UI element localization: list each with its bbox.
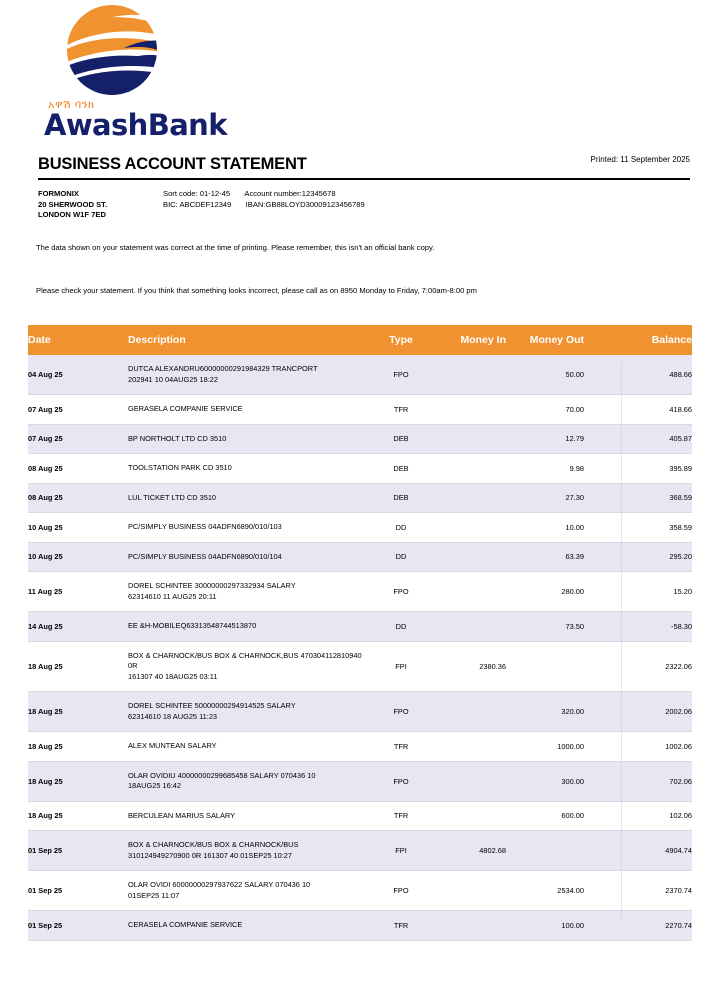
cell-balance: 702.06 xyxy=(584,761,692,801)
cell-date: 10 Aug 25 xyxy=(28,513,128,543)
table-row[interactable] xyxy=(28,612,692,642)
cell-date: 08 Aug 25 xyxy=(28,483,128,513)
description-line-2: 18AUG25 16:42 xyxy=(128,781,182,790)
column-header-type[interactable]: Type xyxy=(368,325,434,355)
cell-date: 11 Aug 25 xyxy=(28,572,128,612)
cell-date: 18 Aug 25 xyxy=(28,761,128,801)
bic-code: BIC: ABCDEF12349 xyxy=(163,199,232,209)
cell-date: 01 Sep 25 xyxy=(28,831,128,871)
cell-money-out: 280.00 xyxy=(506,572,584,612)
description-line-1: EE &H-MOBILEQ63313548744513870 xyxy=(128,621,257,630)
cell-description xyxy=(128,483,368,513)
cell-date: 10 Aug 25 xyxy=(28,542,128,572)
cell-balance: 488.66 xyxy=(584,355,692,395)
cell-money-in xyxy=(434,801,506,831)
account-number: Account number:12345678 xyxy=(244,189,336,198)
cell-type: DD xyxy=(368,513,434,543)
cell-money-in xyxy=(434,732,506,762)
description-line-1: BERCULEAN MARIUS SALARY xyxy=(128,810,236,820)
cell-date: 14 Aug 25 xyxy=(28,612,128,642)
column-header-money-in[interactable]: Money In xyxy=(434,325,506,355)
table-row[interactable] xyxy=(28,692,692,732)
cell-balance: 2370.74 xyxy=(584,871,692,911)
table-row[interactable] xyxy=(28,911,692,941)
cell-date: 18 Aug 25 xyxy=(28,732,128,762)
description-line-1: GERASELA COMPANIE SERVICE xyxy=(128,404,243,413)
cell-balance: 4904.74 xyxy=(584,831,692,871)
cell-money-out: 2534.00 xyxy=(506,871,584,911)
cell-type: FPO xyxy=(368,692,434,732)
column-header-date[interactable]: Date xyxy=(28,325,128,355)
cell-balance: 2270.74 xyxy=(584,911,692,941)
cell-money-in: 4802.68 xyxy=(434,831,506,871)
cell-description xyxy=(128,692,368,732)
cell-money-in xyxy=(434,395,506,425)
table-row[interactable] xyxy=(28,641,692,692)
cell-money-in xyxy=(434,911,506,941)
cell-type: DEB xyxy=(368,454,434,484)
table-row[interactable] xyxy=(28,732,692,762)
awash-globe-icon xyxy=(54,4,264,101)
cell-money-in xyxy=(434,572,506,612)
table-row[interactable] xyxy=(28,801,692,831)
sort-code: Sort code: 01-12-45 xyxy=(163,189,231,198)
description-line-1: BP NORTHOLT LTD CD 3510 xyxy=(128,433,227,443)
cell-description xyxy=(128,761,368,801)
description-line-1: BOX & CHARNOCK/BUS BOX & CHARNOCK,BUS 470304112810940 0R xyxy=(128,650,362,670)
cell-date: 08 Aug 25 xyxy=(28,454,128,484)
table-row[interactable] xyxy=(28,871,692,911)
cell-money-in xyxy=(434,612,506,642)
cell-money-in xyxy=(434,454,506,484)
cell-money-in xyxy=(434,871,506,911)
cell-description xyxy=(128,871,368,911)
cell-money-out: 70.00 xyxy=(506,395,584,425)
description-line-1: TOOLSTATION PARK CD 3510 xyxy=(128,463,232,472)
page-title: BUSINESS ACCOUNT STATEMENT xyxy=(38,155,307,173)
table-row[interactable] xyxy=(28,513,692,543)
description-line-1: DOREL SCHINTEE 30000000297332934 SALARY xyxy=(128,581,296,590)
cell-description xyxy=(128,911,368,941)
cell-money-in xyxy=(434,761,506,801)
cell-money-out: 300.00 xyxy=(506,761,584,801)
table-row[interactable] xyxy=(28,483,692,513)
cell-date: 18 Aug 25 xyxy=(28,641,128,692)
account-address-line-2: LONDON W1F 7ED xyxy=(38,210,106,220)
cell-description xyxy=(128,732,368,762)
cell-balance: 102.06 xyxy=(584,801,692,831)
cell-money-out: 27.30 xyxy=(506,483,584,513)
cell-money-out: 9.98 xyxy=(506,454,584,484)
account-holder-name: FORMONIX xyxy=(38,189,79,198)
cell-type: FPO xyxy=(368,572,434,612)
description-line-1: PC/SIMPLY BUSINESS 04ADFN6890/010/103 xyxy=(128,522,282,531)
cell-balance: 405.87 xyxy=(584,424,692,454)
table-header-row xyxy=(28,325,692,355)
title-row xyxy=(38,155,690,174)
description-line-2: 62314610 18 AUG25 11:23 xyxy=(128,711,218,721)
cell-description xyxy=(128,395,368,425)
table-body xyxy=(28,355,692,940)
column-header-money-out[interactable]: Money Out xyxy=(506,325,584,355)
iban-code: IBAN:GB88LOYD30009123456789 xyxy=(245,199,365,209)
title-divider xyxy=(38,178,690,180)
cell-description xyxy=(128,831,368,871)
printed-date: Printed: 11 September 2025 xyxy=(590,155,690,164)
description-line-2: 62314610 11 AUG25 20:11 xyxy=(128,591,217,601)
description-line-1: CERASELA COMPANIE SERVICE xyxy=(128,920,243,929)
table-row[interactable] xyxy=(28,572,692,612)
description-line-2: 161307 40 18AUG25 03:11 xyxy=(128,671,218,681)
cell-money-out xyxy=(506,641,584,692)
printing-notice: The data shown on your statement was correct at the time of printing. Please remember, this isn't an official bank copy. xyxy=(36,243,435,252)
cell-money-out: 100.00 xyxy=(506,911,584,941)
table-row[interactable] xyxy=(28,424,692,454)
cell-money-in xyxy=(434,424,506,454)
description-line-2: 202941 10 04AUG25 18:22 xyxy=(128,374,218,384)
cell-type: DD xyxy=(368,612,434,642)
transactions-table xyxy=(28,325,692,941)
sort-code-row xyxy=(163,189,365,200)
contact-notice: Please check your statement. If you think that something looks incorrect, please call as on 8950 Monday to Friday, 7:00am-8:00 pm xyxy=(36,286,477,295)
cell-money-out: 50.00 xyxy=(506,355,584,395)
cell-date: 18 Aug 25 xyxy=(28,801,128,831)
cell-money-out: 10.00 xyxy=(506,513,584,543)
description-line-1: BOX & CHARNOCK/BUS BOX & CHARNOCK/BUS xyxy=(128,840,299,849)
cell-money-out: 73.50 xyxy=(506,612,584,642)
cell-type: DEB xyxy=(368,483,434,513)
cell-description xyxy=(128,612,368,642)
cell-description xyxy=(128,454,368,484)
cell-money-in xyxy=(434,513,506,543)
cell-description xyxy=(128,572,368,612)
cell-type: FPI xyxy=(368,641,434,692)
cell-type: TFR xyxy=(368,911,434,941)
cell-type: FPO xyxy=(368,761,434,801)
cell-balance: -58.30 xyxy=(584,612,692,642)
cell-date: 01 Sep 25 xyxy=(28,871,128,911)
description-line-2: 01SEP25 11:07 xyxy=(128,890,180,900)
description-line-1: OLAR OVIDIU 40000000299685458 SALARY 070436 10 xyxy=(128,770,316,780)
account-holder-block xyxy=(38,189,107,221)
transactions-table-wrapper xyxy=(28,325,692,941)
description-line-2: 310124949270900 0R 161307 40 01SEP25 10:27 xyxy=(128,850,292,860)
cell-balance: 358.59 xyxy=(584,513,692,543)
account-identifiers-block xyxy=(163,189,365,210)
cell-money-out: 1000.00 xyxy=(506,732,584,762)
description-line-1: PC/SIMPLY BUSINESS 04ADFN6890/010/104 xyxy=(128,551,282,561)
description-line-1: DOREL SCHINTEE 50000000294914525 SALARY xyxy=(128,701,296,710)
cell-type: FPO xyxy=(368,871,434,911)
table-row[interactable] xyxy=(28,542,692,572)
cell-type: FPI xyxy=(368,831,434,871)
cell-balance: 418.66 xyxy=(584,395,692,425)
cell-description xyxy=(128,542,368,572)
cell-description xyxy=(128,513,368,543)
bank-logo xyxy=(44,4,264,141)
bic-row xyxy=(163,200,365,211)
account-address-line-1: 20 SHERWOOD ST. xyxy=(38,199,108,209)
cell-money-in xyxy=(434,542,506,572)
cell-money-out: 63.39 xyxy=(506,542,584,572)
cell-money-in xyxy=(434,483,506,513)
cell-type: TFR xyxy=(368,395,434,425)
bank-wordmark: AwashBank xyxy=(44,108,227,142)
cell-description xyxy=(128,801,368,831)
cell-balance: 2002.06 xyxy=(584,692,692,732)
cell-money-out: 320.00 xyxy=(506,692,584,732)
table-row[interactable] xyxy=(28,761,692,801)
table-row[interactable] xyxy=(28,831,692,871)
cell-balance: 295.20 xyxy=(584,542,692,572)
table-row[interactable] xyxy=(28,355,692,395)
cell-balance: 2322.06 xyxy=(584,641,692,692)
description-line-1: LUL TICKET LTD CD 3510 xyxy=(128,492,217,502)
cell-date: 18 Aug 25 xyxy=(28,692,128,732)
cell-money-in: 2380.36 xyxy=(434,641,506,692)
cell-type: DD xyxy=(368,542,434,572)
table-row[interactable] xyxy=(28,395,692,425)
description-line-1: OLAR OVIDI 60000000297937622 SALARY 070436 10 xyxy=(128,880,311,889)
cell-date: 04 Aug 25 xyxy=(28,355,128,395)
cell-balance: 15.20 xyxy=(584,572,692,612)
table-header xyxy=(28,325,692,355)
cell-money-out xyxy=(506,831,584,871)
cell-type: TFR xyxy=(368,801,434,831)
cell-money-in xyxy=(434,692,506,732)
cell-money-out: 600.00 xyxy=(506,801,584,831)
cell-type: DEB xyxy=(368,424,434,454)
cell-date: 07 Aug 25 xyxy=(28,395,128,425)
cell-description xyxy=(128,355,368,395)
cell-description xyxy=(128,424,368,454)
cell-date: 01 Sep 25 xyxy=(28,911,128,941)
table-row[interactable] xyxy=(28,454,692,484)
description-line-1: ALEX MUNTEAN SALARY xyxy=(128,741,217,750)
cell-money-out: 12.79 xyxy=(506,424,584,454)
cell-type: TFR xyxy=(368,732,434,762)
column-header-description[interactable]: Description xyxy=(128,325,368,355)
description-line-1: DUTCA ALEXANDRU60000000291984329 TRANCPORT xyxy=(128,364,318,373)
cell-money-in xyxy=(434,355,506,395)
cell-date: 07 Aug 25 xyxy=(28,424,128,454)
cell-balance: 1002.06 xyxy=(584,732,692,762)
cell-balance: 395.89 xyxy=(584,454,692,484)
cell-balance: 368.59 xyxy=(584,483,692,513)
bank-name-amharic: አዋሽ ባንክ xyxy=(48,98,95,111)
cell-description xyxy=(128,641,368,692)
cell-type: FPO xyxy=(368,355,434,395)
column-header-balance[interactable]: Balance xyxy=(584,325,692,355)
